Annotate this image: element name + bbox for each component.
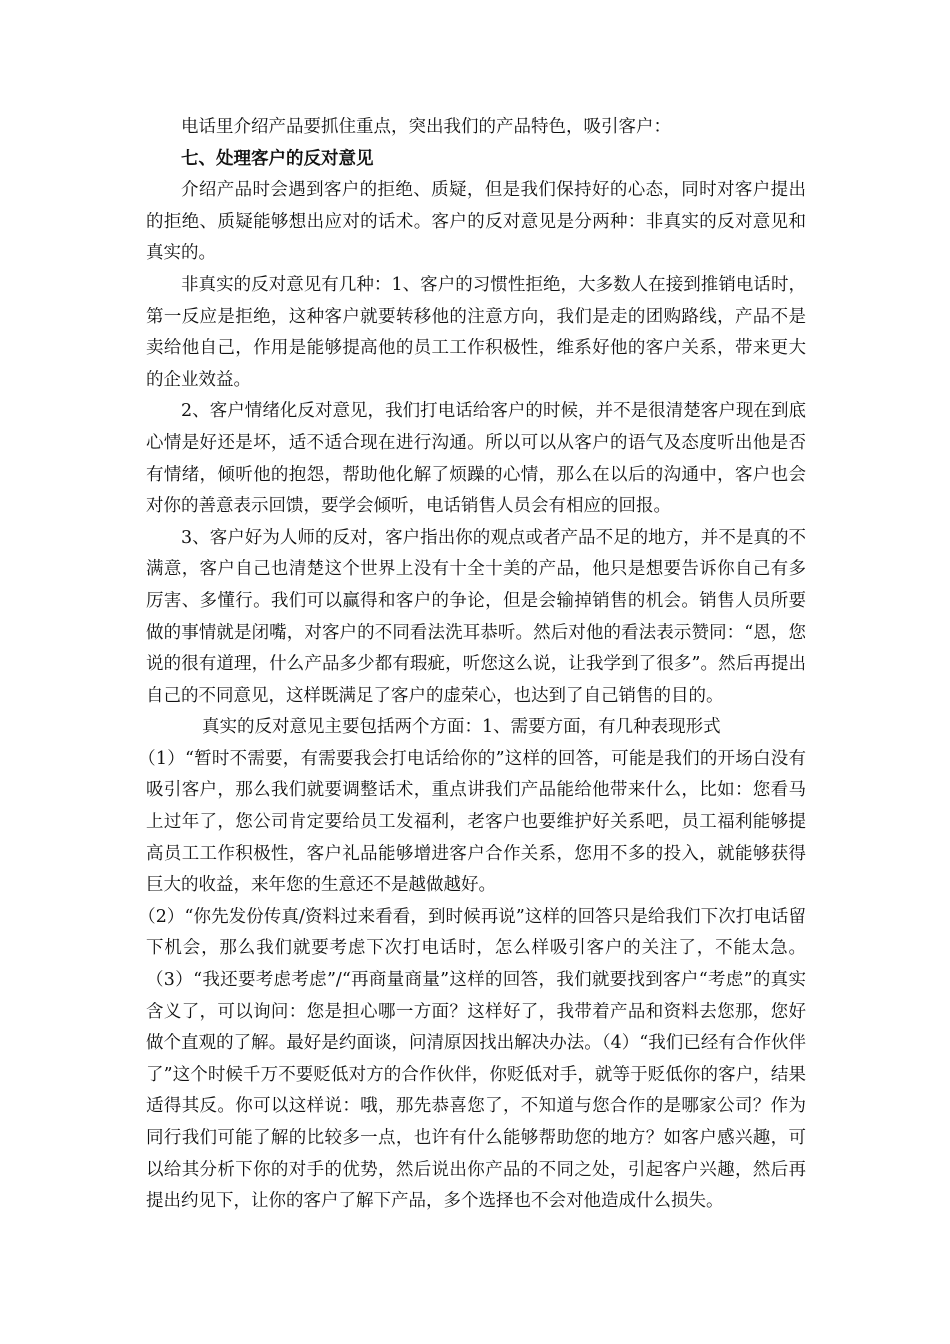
paragraph-emotional-objection: 2、客户情绪化反对意见，我们打电话给客户的时候，并不是很清楚客户现在到底心情是好还是坏，适不适合现在进行沟通。所以可以从客户的语气及态度听出他是否有情绪，倾听他的抱怨，帮助他化解了烦躁的心情，那么在以后的沟通中，客户也会对你的善意表示回馈，要学会倾听，电话销售人员会有相应的回报。 — [146, 401, 806, 517]
paragraph-real-objections: 真实的反对意见主要包括两个方面：1、需要方面，有几种表现形式 — [202, 717, 721, 738]
intro-line: 电话里介绍产品要抓住重点，突出我们的产品特色，吸引客户： — [181, 117, 671, 137]
document-page — [138, 112, 806, 1218]
paragraph-cases-2-4: （2）“你先发份传真/资料过来看看，到时候再说”这样的回答只是给我们下次打电话留下机会，那么我们就要考虑下次打电话时，怎么样吸引客户的关注了，不能太急。（3）“我还要考虑考虑”/“再商量商量”这样的回答，我们就要找到客户“考虑”的真实含义了，可以询问：您是担心哪一方面？这样好了，我带着产品和资料去您那，您好做个直观的了解。最好是约面谈，问清原因找出解决办法。（4）“我们已经有合作伙伴了”这个时候千万不要贬低对方的合作伙伴，你贬低对手，就等于贬低你的客户，结果适得其反。你可以这样说：哦，那先恭喜您了，不知道与您合作的是哪家公司？作为同行我们可能了解的比较多一点，也许有什么能够帮助您的地方？如客户感兴趣，可以给其分析下你的对手的优势，然后说出你产品的不同之处，引起客户兴趣，然后再提出约见下，让你的客户了解下产品，多个选择也不会对他造成什么损失。 — [138, 906, 806, 1212]
paragraph-lecturing-objection: 3、客户好为人师的反对，客户指出你的观点或者产品不足的地方，并不是真的不满意，客户自己也清楚这个世界上没有十全十美的产品，他只是想要告诉你自己有多厉害、多懂行。我们可以赢得和客户的争论，但是会输掉销售的机会。销售人员所要做的事情就是闭嘴，对客户的不同看法洗耳恭听。然后对他的看法表示赞同：“恩，您说的很有道理，什么产品多少都有瑕疵，听您这么说，让我学到了很多”。然后再提出自己的不同意见，这样既满足了客户的虚荣心，也达到了自己销售的目的。 — [146, 527, 806, 706]
paragraph-habitual-rejection: 非真实的反对意见有几种：1、客户的习惯性拒绝，大多数人在接到推销电话时，第一反应是拒绝，这种客户就要转移他的注意方向，我们是走的团购路线，产品不是卖给他自己，作用是能够提高他的员工工作积极性，维系好他的客户关系，带来更大的企业效益。 — [146, 274, 806, 390]
section-heading: 七、处理客户的反对意见 — [181, 148, 374, 169]
paragraph-case-1: （1）“暂时不需要，有需要我会打电话给你的”这样的回答，可能是我们的开场白没有吸引客户，那么我们就要调整话术，重点讲我们产品能给他带来什么，比如：您看马上过年了，您公司肯定要给员工发福利，老客户也要维护好关系吧，员工福利能够提高员工工作积极性，客户礼品能够增进客户合作关系，您用不多的投入，就能够获得巨大的收益，来年您的生意还不是越做越好。 — [138, 748, 806, 896]
paragraph-intro-objections: 介绍产品时会遇到客户的拒绝、质疑，但是我们保持好的心态，同时对客户提出的拒绝、质疑能够想出应对的话术。客户的反对意见是分两种：非真实的反对意见和真实的。 — [146, 180, 806, 264]
